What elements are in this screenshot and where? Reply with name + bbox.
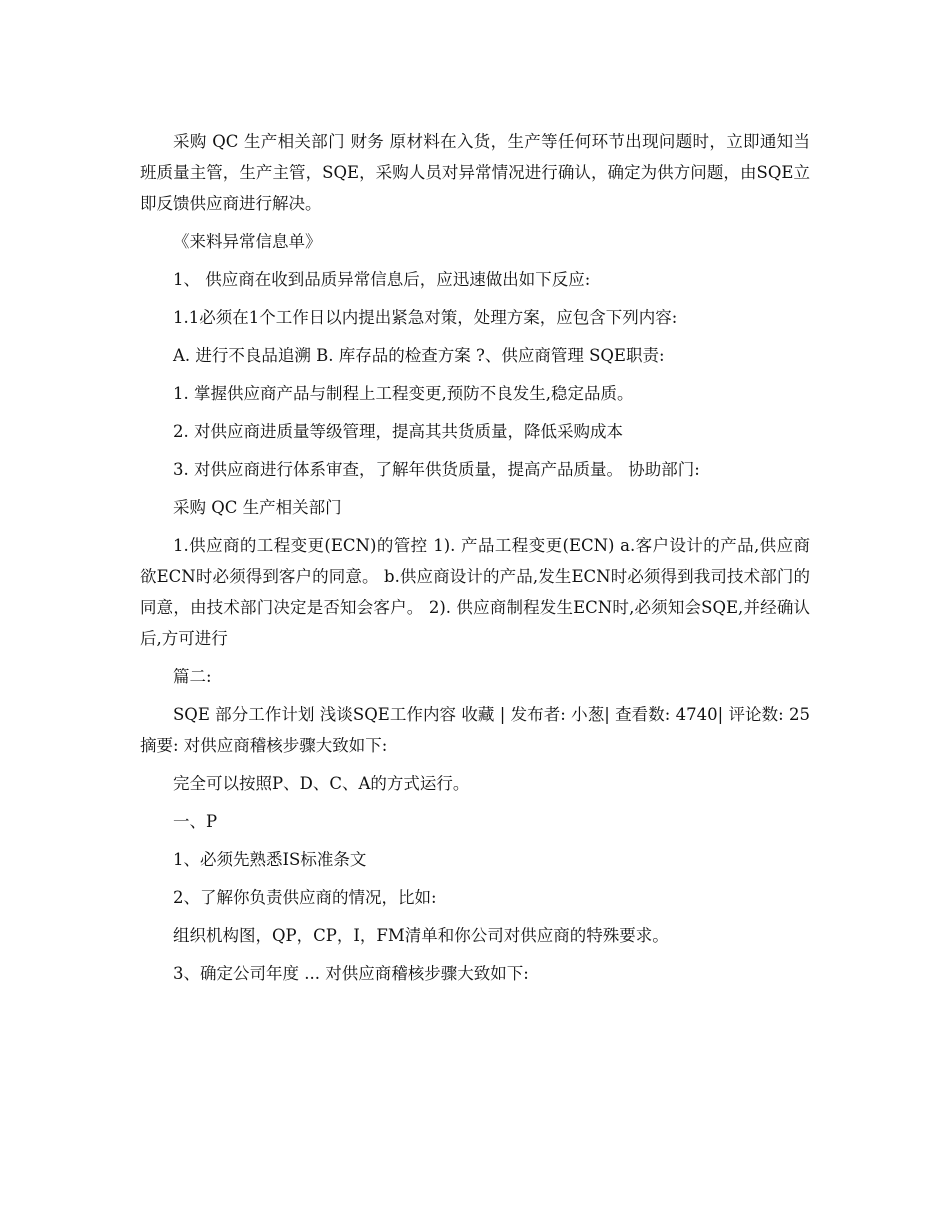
paragraph-org-chart: 组织机构图，QP，CP，I，FM清单和你公司对供应商的特殊要求。 [173, 926, 669, 945]
paragraph-item-a-b: A. 进行不良品追溯 B. 库存品的检查方案 ?、供应商管理 SQE职责: [173, 346, 665, 365]
paragraph-duty-3: 3. 对供应商进行体系审查，了解年供货质量，提高产品质量。 协助部门: [173, 460, 700, 479]
paragraph-intro: 采购 QC 生产相关部门 财务 原材料在入货，生产等任何环节出现问题时，立即通知当班质量主管，生产主管，SQE，采购人员对异常情况进行确认，确定为供方问题，由SQE立即反馈供应商进行解决。 [140, 132, 810, 213]
paragraph-step-p: 一、P [173, 812, 218, 831]
paragraph-duty-1: 1. 掌握供应商产品与制程上工程变更,预防不良发生,稳定品质。 [173, 384, 634, 403]
paragraph-pdca: 完全可以按照P、D、C、A的方式运行。 [173, 774, 470, 793]
paragraph-article-meta: SQE 部分工作计划 浅谈SQE工作内容 收藏 | 发布者: 小葱| 查看数: 4740| 评论数: 25 摘要: 对供应商稽核步骤大致如下: [140, 705, 810, 755]
paragraph-ecn-control: 1.供应商的工程变更(ECN)的管控 1). 产品工程变更(ECN) a.客户设计的产品,供应商欲ECN时必须得到客户的同意。 b.供应商设计的产品,发生ECN时必须得到我司技术部门的同意，由技术部门决定是否知会客户。 2). 供应商制程发生ECN时,必须知会SQE,并经确认后,方可进行 [140, 536, 810, 648]
paragraph-step-3: 3、确定公司年度 ... 对供应商稽核步骤大致如下: [173, 964, 529, 983]
paragraph-form-title: 《来料异常信息单》 [173, 232, 322, 251]
paragraph-item-1-1: 1.1必须在1个工作日以内提出紧急对策，处理方案，应包含下列内容: [173, 308, 678, 327]
paragraph-step-2: 2、了解你负责供应商的情况，比如: [173, 888, 437, 907]
paragraph-duty-2: 2. 对供应商进质量等级管理，提高其共货质量，降低采购成本 [173, 422, 623, 441]
paragraph-item-1: 1、 供应商在收到品质异常信息后，应迅速做出如下反应: [173, 270, 591, 289]
paragraph-step-1: 1、必须先熟悉IS标准条文 [173, 850, 367, 869]
paragraph-departments: 采购 QC 生产相关部门 [173, 498, 342, 517]
document-body [140, 126, 810, 996]
paragraph-section-two: 篇二: [173, 667, 212, 686]
